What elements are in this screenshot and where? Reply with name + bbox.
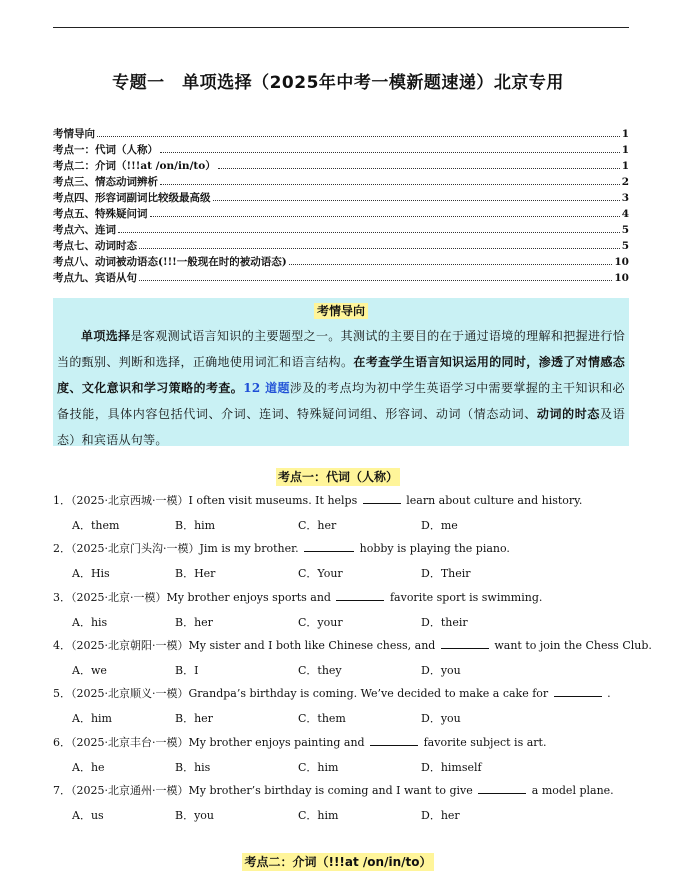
toc-label: 考点八、动词被动语态(!!!一般现在时的被动语态): [53, 256, 287, 268]
toc-label: 考点六、连词: [53, 224, 116, 236]
question-number: 4．: [53, 639, 71, 652]
toc-leader: [139, 280, 612, 281]
guide-term: 单项选择: [81, 329, 131, 343]
answer-option[interactable]: C．your: [298, 616, 343, 629]
option-row: [53, 759, 633, 775]
question-number: 3．: [53, 591, 71, 604]
document-title: 专题一 单项选择（2025年中考一模新题速递）北京专用: [112, 73, 564, 93]
answer-blank[interactable]: [441, 638, 489, 649]
toc-label: 考点五、特殊疑问词: [53, 208, 148, 220]
question-text: I often visit museums. It helps: [188, 494, 358, 507]
question-number: 7．: [53, 784, 71, 797]
answer-option[interactable]: C．him: [298, 809, 339, 822]
answer-option[interactable]: B．you: [175, 809, 215, 822]
answer-option[interactable]: C．Your: [298, 567, 343, 580]
question-source: （2025·北京通州·一模）: [71, 784, 189, 797]
answer-option[interactable]: D．you: [421, 712, 461, 725]
toc-label: 考点一：代词（人称）: [53, 144, 158, 156]
question-text-end: hobby is playing the piano.: [359, 542, 510, 555]
toc-page: 2: [621, 176, 629, 188]
toc-label: 考点二：介词（!!!at /on/in/to）: [53, 160, 216, 172]
toc-label: 考点九、宾语从句: [53, 272, 137, 284]
toc-label: 考点四、形容词副词比较级最高级: [53, 192, 211, 204]
answer-option[interactable]: B．his: [175, 761, 211, 774]
question-text-end: a model plane.: [531, 784, 614, 797]
guide-title: [57, 302, 625, 319]
toc-page: 5: [621, 240, 629, 252]
question-text-end: favorite sport is swimming.: [389, 591, 543, 604]
toc-leader: [139, 248, 620, 249]
question-source: （2025·北京门头沟·一模）: [71, 542, 200, 555]
toc-entry[interactable]: [53, 270, 629, 286]
toc-entry[interactable]: [53, 126, 629, 142]
question-text-end: favorite subject is art.: [423, 736, 547, 749]
guide-title-text: 考情导向: [314, 303, 368, 319]
answer-blank[interactable]: [370, 735, 418, 746]
guide-emphasis: 在考查学生语言知识运用的同时，渗透了对情感态度、文化意识和学习策略的考查。: [57, 355, 625, 395]
question-item: [53, 590, 633, 630]
toc-entry[interactable]: [53, 142, 629, 158]
answer-option[interactable]: D．Their: [421, 567, 471, 580]
toc-entry[interactable]: [53, 254, 629, 270]
question-item: [53, 493, 633, 533]
toc-leader: [118, 232, 620, 233]
answer-option[interactable]: D．their: [421, 616, 468, 629]
guide-paragraph: [57, 323, 625, 453]
answer-option[interactable]: A．him: [72, 712, 112, 725]
exam-guide-box: [53, 298, 629, 446]
question-text: Grandpa’s birthday is coming. We’ve decided to make a cake for: [188, 687, 549, 700]
question-item: [53, 783, 633, 823]
answer-option[interactable]: A．His: [72, 567, 110, 580]
answer-option[interactable]: A．them: [72, 519, 120, 532]
question-item: [53, 541, 633, 581]
answer-option[interactable]: C．him: [298, 761, 339, 774]
question-number: 6．: [53, 736, 71, 749]
option-row: [53, 614, 633, 630]
toc-page: 1: [621, 144, 629, 156]
answer-option[interactable]: A．he: [72, 761, 105, 774]
toc-page: 10: [614, 256, 629, 268]
section-title-pronouns: [0, 468, 676, 485]
toc-entry[interactable]: [53, 206, 629, 222]
toc-entry[interactable]: [53, 158, 629, 174]
question-text: Jim is my brother.: [199, 542, 299, 555]
section-title-text: 考点二：介词（!!!at /on/in/to）: [244, 855, 432, 869]
question-stem: [53, 541, 633, 557]
answer-option[interactable]: D．me: [421, 519, 458, 532]
guide-text-2: 涉及的考点均为初中学生英语学习中需要掌握的主干知识和必备技能，具体内容包括代词、介词、连词、特殊疑问词组、形容词、动词（情态动词、: [57, 381, 625, 421]
answer-blank[interactable]: [478, 783, 526, 794]
section-title-prepositions: [0, 853, 676, 870]
answer-option[interactable]: B．her: [175, 616, 213, 629]
toc-page: 5: [621, 224, 629, 236]
guide-emphasis-2: 动词的时态: [536, 407, 601, 421]
question-stem: [53, 783, 633, 799]
question-number: 2．: [53, 542, 71, 555]
toc-page: 1: [621, 128, 629, 140]
toc-entry[interactable]: [53, 174, 629, 190]
answer-option[interactable]: A．his: [72, 616, 108, 629]
answer-option[interactable]: C．her: [298, 519, 337, 532]
question-number: 1．: [53, 494, 71, 507]
toc-leader: [213, 200, 620, 201]
guide-text-1: 是客观测试语言知识的主要题型之一。其测试的主要目的在于通过语境的理解和把握进行恰当的甄别、判断和选择，正确地使用词汇和语言结构。: [57, 329, 625, 369]
toc-leader: [150, 216, 620, 217]
toc-leader: [97, 136, 620, 137]
question-stem: [53, 638, 652, 654]
answer-option[interactable]: D．you: [421, 664, 461, 677]
answer-option[interactable]: A．us: [72, 809, 104, 822]
toc-leader: [289, 264, 613, 265]
answer-option[interactable]: D．himself: [421, 761, 482, 774]
toc-leader: [160, 184, 620, 185]
guide-count: 12 道题: [243, 381, 290, 395]
answer-blank[interactable]: [363, 493, 401, 504]
toc-entry[interactable]: [53, 222, 629, 238]
question-source: （2025·北京顺义·一模）: [71, 687, 189, 700]
question-source: （2025·北京西城·一模）: [71, 494, 189, 507]
section-title-text: 考点一：代词（人称）: [277, 470, 398, 484]
table-of-contents: [53, 126, 629, 286]
question-text-end: want to join the Chess Club.: [494, 639, 652, 652]
answer-option[interactable]: C．them: [298, 712, 346, 725]
answer-option[interactable]: B．I: [175, 664, 199, 677]
question-number: 5．: [53, 687, 71, 700]
answer-option[interactable]: B．Her: [175, 567, 216, 580]
option-row: [53, 710, 633, 726]
question-stem: [53, 493, 633, 509]
question-item: [53, 735, 633, 775]
answer-blank[interactable]: [554, 686, 602, 697]
question-text-end: learn about culture and history.: [406, 494, 583, 507]
toc-leader: [218, 168, 620, 169]
toc-entry[interactable]: [53, 190, 629, 206]
option-row: [53, 517, 633, 533]
answer-blank[interactable]: [304, 541, 354, 552]
answer-option[interactable]: A．we: [72, 664, 107, 677]
question-text: My brother enjoys sports and: [166, 591, 331, 604]
answer-option[interactable]: B．him: [175, 519, 216, 532]
question-item: [53, 686, 633, 726]
toc-label: 考点三、情态动词辨析: [53, 176, 158, 188]
top-rule: [53, 27, 629, 28]
toc-page: 3: [621, 192, 629, 204]
toc-page: 4: [621, 208, 629, 220]
question-stem: [53, 686, 633, 702]
question-stem: [53, 590, 633, 606]
toc-leader: [160, 152, 620, 153]
answer-blank[interactable]: [336, 590, 384, 601]
answer-option[interactable]: D．her: [421, 809, 460, 822]
question-stem: [53, 735, 633, 751]
option-row: [53, 565, 633, 581]
option-row: [53, 807, 633, 823]
question-source: （2025·北京·一模）: [71, 591, 167, 604]
question-text: My brother enjoys painting and: [188, 736, 365, 749]
answer-option[interactable]: B．her: [175, 712, 213, 725]
question-item: [53, 638, 652, 678]
toc-page: 1: [621, 160, 629, 172]
answer-option[interactable]: C．they: [298, 664, 342, 677]
question-text: My brother’s birthday is coming and I want to give: [188, 784, 473, 797]
option-row: [53, 662, 633, 678]
toc-entry[interactable]: [53, 238, 629, 254]
toc-label: 考情导向: [53, 128, 95, 140]
toc-label: 考点七、动词时态: [53, 240, 137, 252]
guide-text-3: 及语态）和宾语从句等。: [57, 407, 625, 447]
question-source: （2025·北京丰台·一模）: [71, 736, 189, 749]
question-text: My sister and I both like Chinese chess, and: [188, 639, 436, 652]
toc-page: 10: [614, 272, 629, 284]
question-source: （2025·北京朝阳·一模）: [71, 639, 189, 652]
question-text-end: .: [607, 687, 611, 700]
